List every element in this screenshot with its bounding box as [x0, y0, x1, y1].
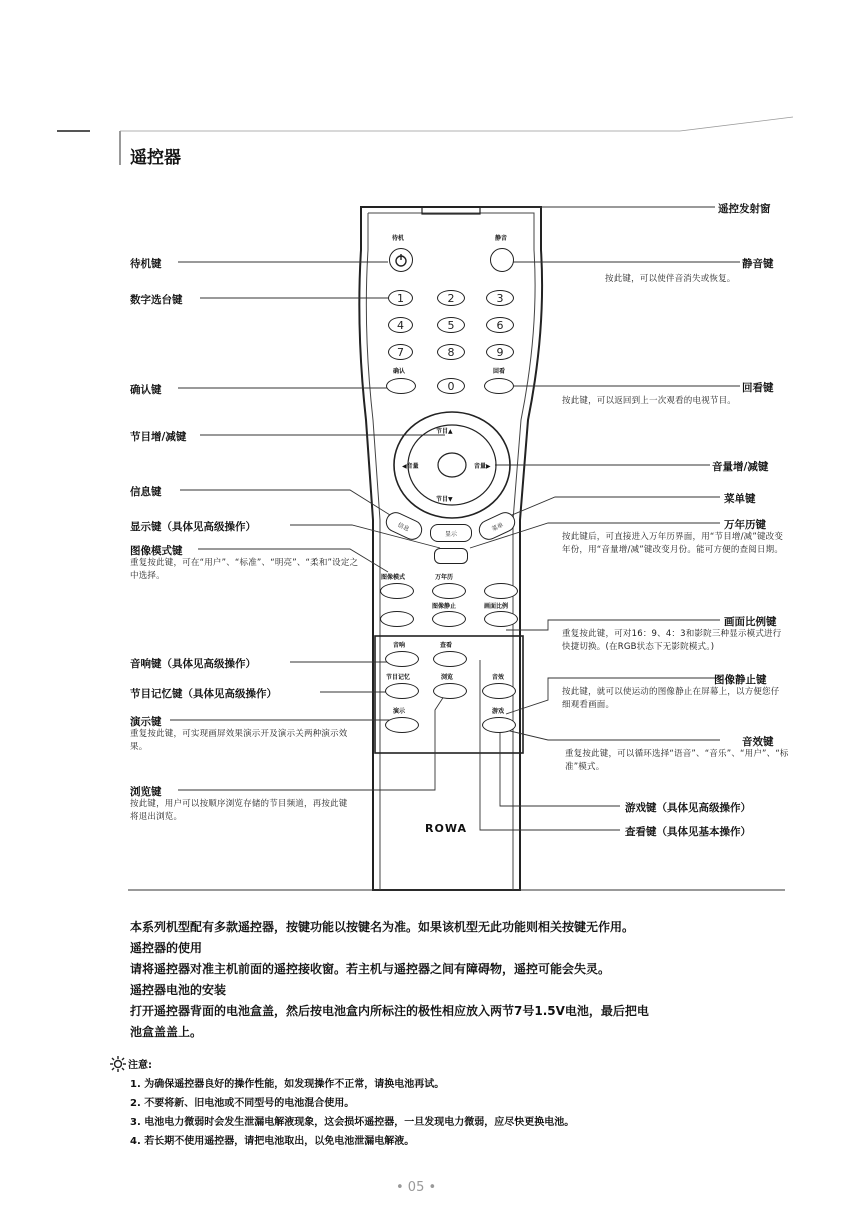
return-label: 回看 — [493, 368, 506, 375]
lookback-label: 查看 — [440, 642, 453, 649]
digit-9-button[interactable]: 9 — [486, 344, 514, 360]
lookback-button[interactable] — [433, 651, 467, 667]
label-mute: 静音键 — [742, 258, 774, 270]
note-freeze: 按此键，就可以使运动的图像静止在屏幕上，以方便您仔细观看画面。 — [562, 687, 780, 710]
label-browse: 浏览键 — [130, 786, 162, 798]
game-label: 游戏 — [492, 708, 505, 715]
label-confirm: 确认键 — [130, 384, 162, 396]
sound-effect-label: 音效 — [492, 674, 505, 681]
browse-label: 浏览 — [441, 674, 454, 681]
digit-4-button[interactable]: 4 — [388, 317, 413, 333]
label-ratio: 画面比例键 — [724, 616, 777, 628]
mute-button[interactable] — [490, 248, 514, 272]
heading-use: 遥控器的使用 — [130, 941, 203, 955]
label-display: 显示键（具体见高级操作） — [130, 521, 256, 533]
label-ir-window: 遥控发射窗 — [718, 203, 771, 215]
sun-icon — [110, 1056, 126, 1072]
power-icon — [394, 253, 408, 267]
label-digits: 数字选台键 — [130, 294, 183, 306]
caution-item-3: 3. 电池电力微弱时会发生泄漏电解液现象，这会损坏遥控器，一旦发现电力微弱，应尽快更换电池。 — [130, 1117, 575, 1128]
sound-button[interactable] — [385, 651, 419, 667]
return-button[interactable] — [484, 378, 514, 394]
label-standby: 待机键 — [130, 258, 162, 270]
sound-label: 音响 — [393, 642, 406, 649]
label-sound: 音响键（具体见高级操作） — [130, 658, 256, 670]
page-number: • 05 • — [396, 1180, 437, 1195]
digit-5-button[interactable]: 5 — [437, 317, 465, 333]
note-calendar: 按此键后，可直接进入万年历界面，用“节目增/减”键改变年份，用“音量增/减”键改变月份。能可方便的查阅日期。 — [562, 532, 784, 555]
digit-6-button[interactable]: 6 — [486, 317, 514, 333]
dpad-right-button[interactable]: 音量▶ — [474, 463, 491, 470]
browse-button[interactable] — [433, 683, 467, 699]
calendar-button[interactable] — [432, 583, 466, 599]
mute-label: 静音 — [495, 235, 508, 242]
note-demo: 重复按此键，可实现画屏效果演示开及演示关两种演示效果。 — [130, 729, 348, 752]
caution-item-1: 1. 为确保遥控器良好的操作性能，如发现操作不正常，请换电池再试。 — [130, 1079, 445, 1090]
center-button[interactable] — [434, 548, 468, 564]
digit-7-button[interactable]: 7 — [388, 344, 413, 360]
page-title: 遥控器 — [130, 148, 181, 168]
picmode-button[interactable] — [380, 583, 414, 599]
label-freeze: 图像静止键 — [714, 674, 767, 686]
digit-3-button[interactable]: 3 — [486, 290, 514, 306]
dpad — [392, 410, 512, 520]
note-return: 按此键，可以返回到上一次观看的电视节目。 — [562, 396, 737, 406]
menu-button[interactable]: 菜单 — [476, 509, 519, 543]
label-lookback: 查看键（具体见基本操作） — [625, 826, 751, 838]
blank-button-1[interactable] — [484, 583, 518, 599]
label-game: 游戏键（具体见高级操作） — [625, 802, 751, 814]
blank-button-2[interactable] — [380, 611, 414, 627]
note-ratio: 重复按此键，可对16：9、4：3和影院三种显示模式进行快捷切换。(在RGB状态下无影院模式。) — [562, 629, 782, 652]
power-label: 待机 — [392, 235, 405, 242]
label-prog-memory: 节目记忆键（具体见高级操作） — [130, 688, 277, 700]
body-intro: 本系列机型配有多款遥控器，按键功能以按键名为准。如果该机型无此功能则相关按键无作用。 — [130, 920, 635, 934]
sound-effect-button[interactable] — [482, 683, 516, 699]
label-return: 回看键 — [742, 382, 774, 394]
digit-1-button[interactable]: 1 — [388, 290, 413, 306]
dpad-left-button[interactable]: ◀音量 — [402, 463, 419, 470]
prog-memory-button[interactable] — [385, 683, 419, 699]
label-channel: 节目增/减键 — [130, 431, 187, 443]
note-browse: 按此键，用户可以按顺序浏览存储的节目频道，再按此键将退出浏览。 — [130, 799, 348, 822]
label-menu: 菜单键 — [724, 493, 756, 505]
note-mute: 按此键，可以使伴音消失或恢复。 — [605, 274, 736, 284]
digit-0-button[interactable]: 0 — [437, 378, 465, 394]
caution-item-4: 4. 若长期不使用遥控器，请把电池取出，以免电池泄漏电解液。 — [130, 1136, 415, 1147]
confirm-button[interactable] — [386, 378, 416, 394]
display-button[interactable]: 显示 — [430, 524, 472, 542]
prog-memory-label: 节目记忆 — [386, 674, 411, 681]
info-button[interactable]: 信息 — [383, 509, 426, 543]
picmode-label: 图像模式 — [381, 574, 406, 581]
label-sound-effect: 音效键 — [742, 736, 774, 748]
digit-8-button[interactable]: 8 — [437, 344, 465, 360]
caution-item-2: 2. 不要将新、旧电池或不同型号的电池混合使用。 — [130, 1098, 355, 1109]
note-picmode: 重复按此键，可在“用户”、“标准”、“明亮”、“柔和”设定之中选择。 — [130, 558, 359, 581]
demo-button[interactable] — [385, 717, 419, 733]
freeze-button[interactable] — [432, 611, 466, 627]
demo-label: 演示 — [393, 708, 406, 715]
label-demo: 演示键 — [130, 716, 162, 728]
dpad-up-button[interactable]: 节目▲ — [436, 428, 453, 435]
power-button[interactable] — [389, 248, 413, 272]
body-battery-2: 池盒盖盖上。 — [130, 1025, 203, 1039]
body-battery-1: 打开遥控器背面的电池盒盖，然后按电池盒内所标注的极性相应放入两节7号1.5V电池，最后把电 — [130, 1004, 649, 1018]
freeze-label: 图像静止 — [432, 603, 457, 610]
label-calendar: 万年历键 — [724, 519, 766, 531]
digit-2-button[interactable]: 2 — [437, 290, 465, 306]
caution-title: 注意: — [128, 1060, 152, 1071]
label-info: 信息键 — [130, 486, 162, 498]
label-volume: 音量增/减键 — [712, 461, 769, 473]
ratio-button[interactable] — [484, 611, 518, 627]
confirm-label: 确认 — [393, 368, 406, 375]
brand-logo: ROWA — [425, 822, 467, 835]
label-picmode: 图像模式键 — [130, 545, 183, 557]
body-use: 请将遥控器对准主机前面的遥控接收窗。若主机与遥控器之间有障碍物，遥控可能会失灵。 — [130, 962, 611, 976]
game-button[interactable] — [482, 717, 516, 733]
calendar-label: 万年历 — [435, 574, 454, 581]
ratio-label: 画面比例 — [484, 603, 509, 610]
heading-battery: 遥控器电池的安装 — [130, 983, 227, 997]
dpad-down-button[interactable]: 节目▼ — [436, 496, 453, 503]
note-sound-effect: 重复按此键，可以循环选择“语音”、“音乐”、“用户”、“标准”模式。 — [565, 749, 789, 772]
